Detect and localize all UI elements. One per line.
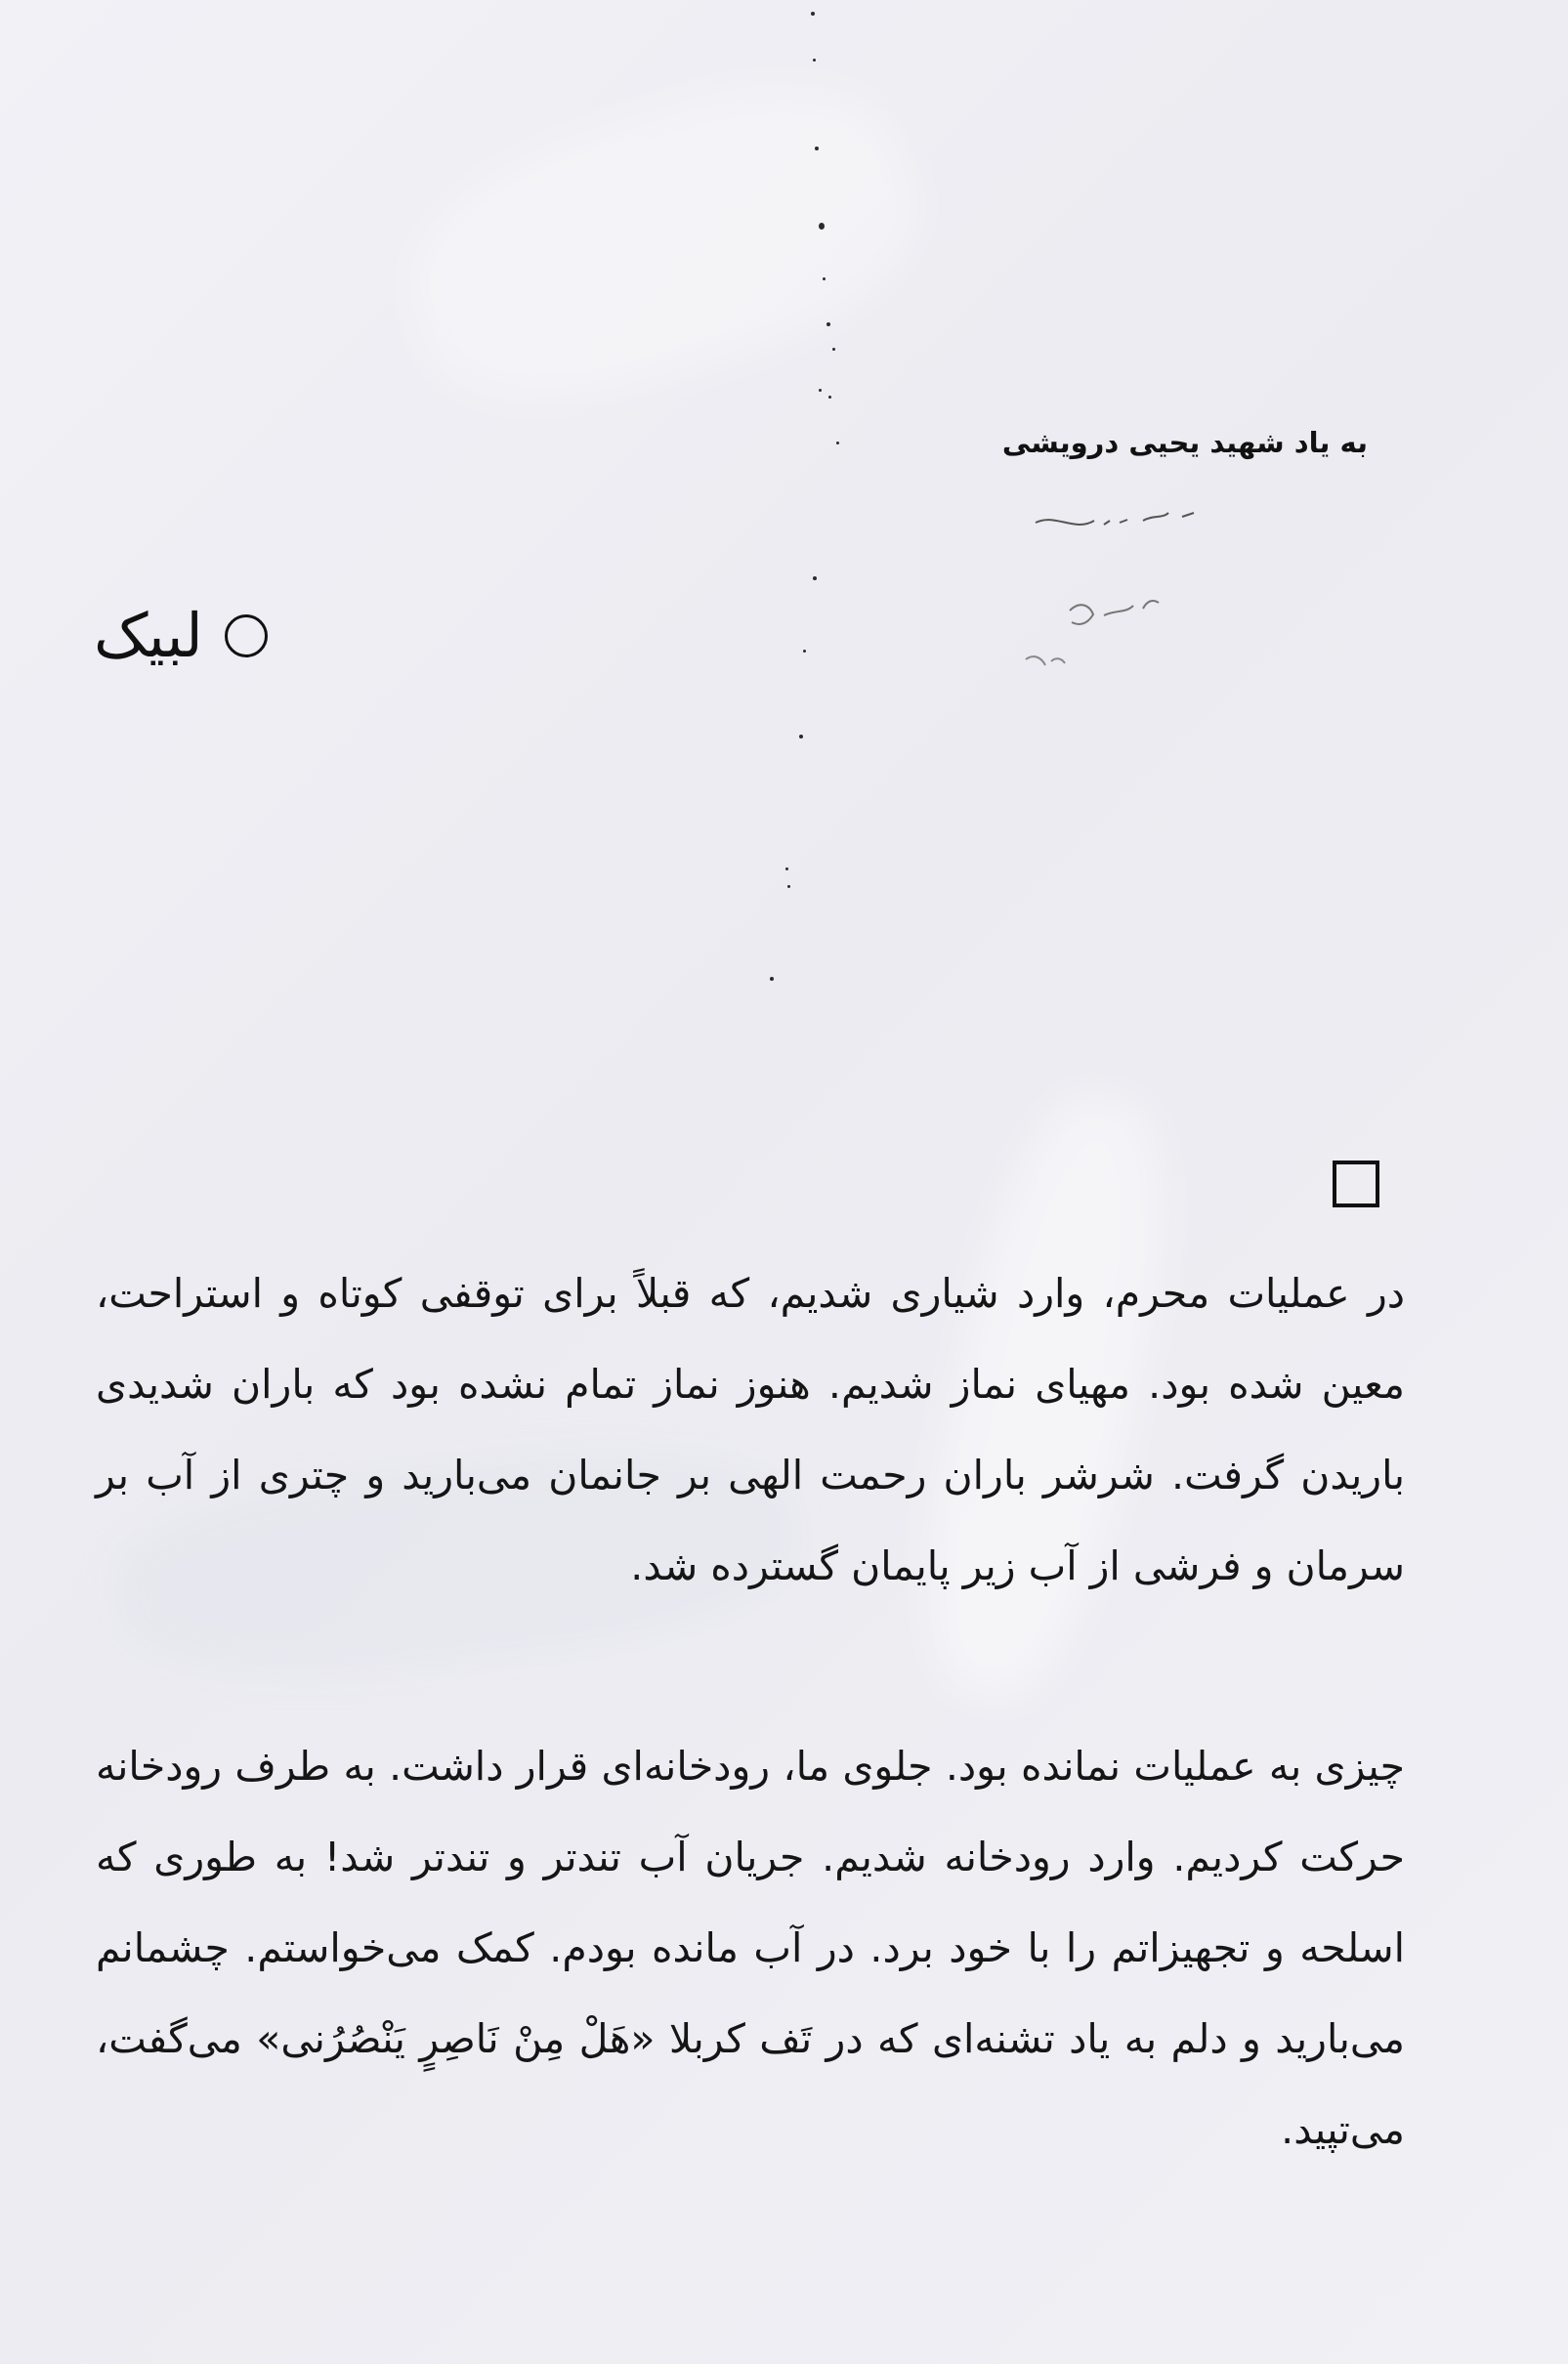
page-title: لبیک	[94, 600, 203, 671]
title-heading	[94, 600, 268, 671]
section-square-icon	[1333, 1161, 1379, 1207]
dedication-line: به یاد شهید یحیی درویشی	[1001, 426, 1368, 459]
handwritten-marks	[996, 493, 1290, 708]
binding-scan-dots	[742, 0, 879, 1016]
paragraph-2: چیزی به عملیات نمانده بود. جلوی ما، رودخانه‌ای قرار داشت. به طرف رودخانه حرکت کردیم. وارد رودخانه شدیم. جریان آب تندتر و تندتر شد! به طوری که اسلحه و تجهیزاتم را با خود برد. در آب مانده بودم. کمک می‌خواستم. چشمانم می‌بارید و دلم به یاد تشنه‌ای که در تَف کربلا «هَلْ مِنْ نَاصِرٍ یَنْصُرُنی» می‌گفت، می‌تپید.	[96, 1743, 1405, 2153]
paragraph-1: در عملیات محرم، وارد شیاری شدیم، که قبلاً برای توقفی کوتاه و استراحت، معین شده بود. مهیای نماز شدیم. هنوز نماز تمام نشده بود که باران شدیدی باریدن گرفت. شرشر باران رحمت الهی بر جانمان می‌بارید و چتری از آب بر سرمان و فرشی از آب زیر پایمان گسترده شد.	[96, 1270, 1405, 1589]
bullet-circle-icon	[225, 614, 268, 657]
